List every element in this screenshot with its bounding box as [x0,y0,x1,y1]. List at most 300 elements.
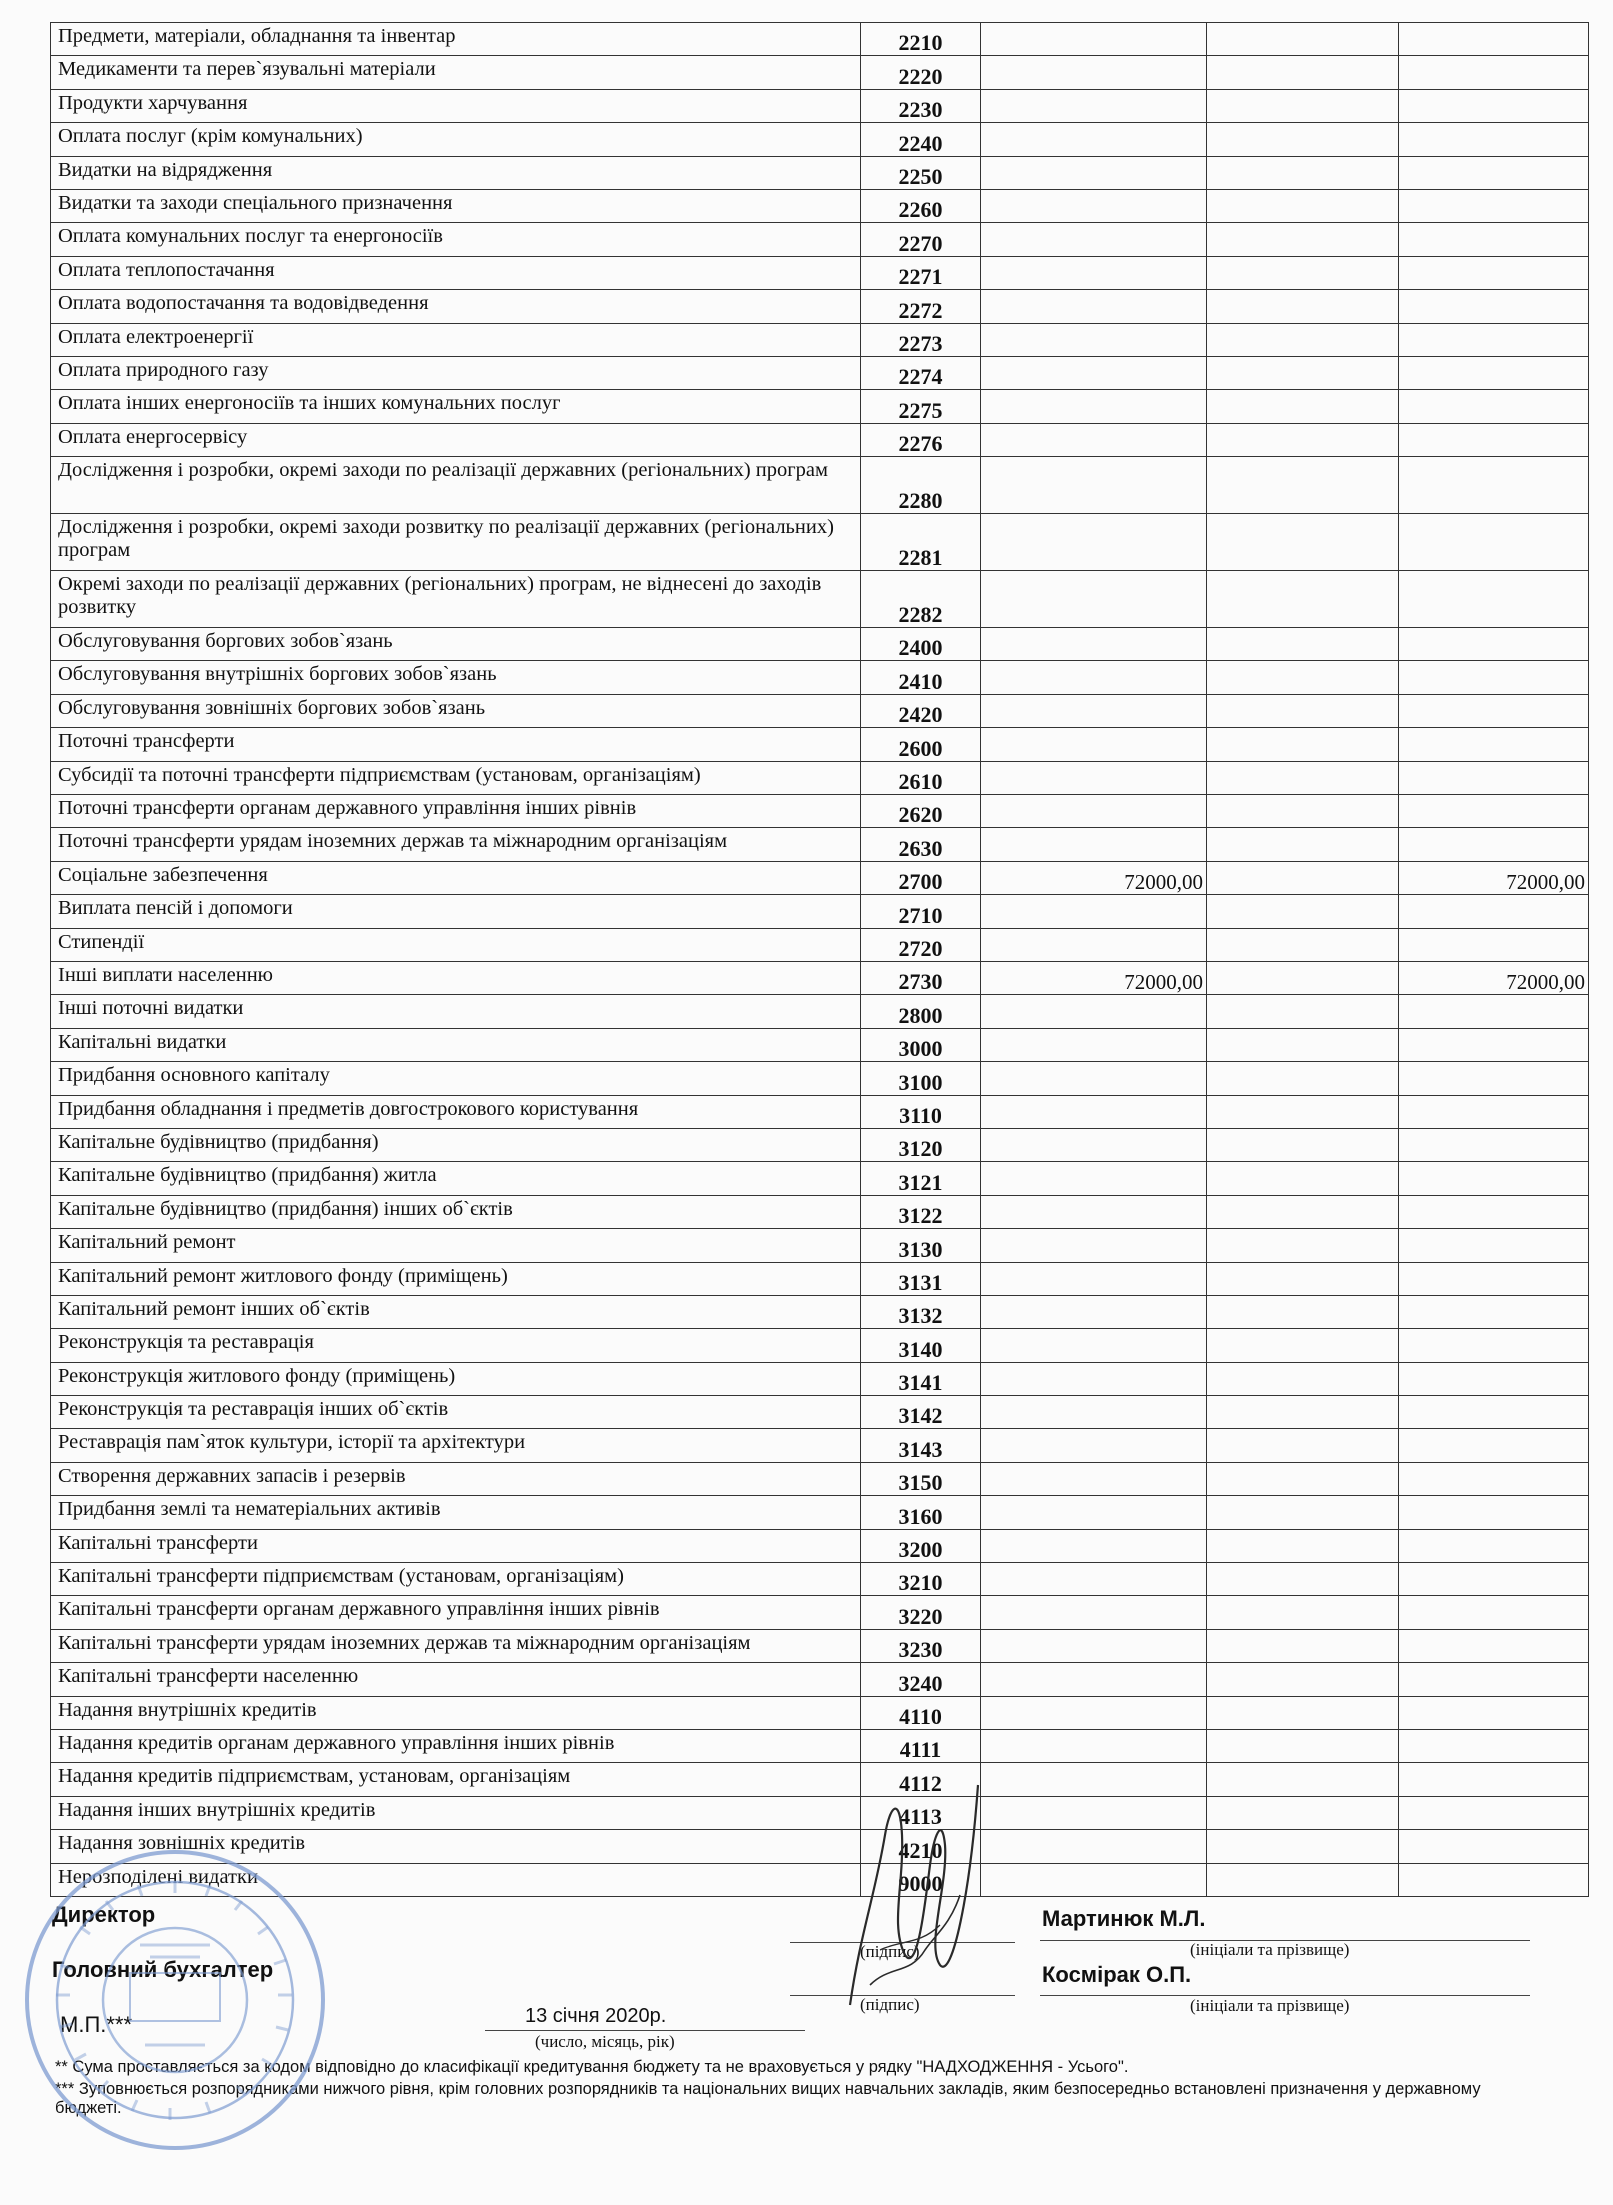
row-value-1 [981,1696,1207,1729]
row-value-1: 72000,00 [981,861,1207,894]
row-code: 3121 [861,1162,981,1195]
row-value-1 [981,1462,1207,1495]
row-value-2 [1207,1462,1399,1495]
row-value-1 [981,1195,1207,1228]
table-row [51,1729,1589,1762]
row-value-1 [981,1796,1207,1829]
table-row [51,256,1589,289]
row-value-1 [981,23,1207,56]
row-value-3 [1399,1729,1589,1762]
row-value-3 [1399,728,1589,761]
table-row [51,728,1589,761]
row-value-3 [1399,1462,1589,1495]
table-row [51,1462,1589,1495]
table-row [51,1229,1589,1262]
row-name: Капітальні трансферти органам державного управління інших рівнів [51,1596,861,1629]
row-value-1 [981,189,1207,222]
row-name: Оплата теплопостачання [51,256,861,289]
table-row [51,1362,1589,1395]
row-name: Капітальний ремонт [51,1229,861,1262]
row-value-1 [981,1563,1207,1596]
row-code: 3000 [861,1028,981,1061]
row-value-2 [1207,1763,1399,1796]
table-row [51,323,1589,356]
row-value-1 [981,628,1207,661]
row-name: Капітальні трансферти урядам іноземних держав та міжнародним організаціям [51,1629,861,1662]
table-row [51,895,1589,928]
row-value-2 [1207,1830,1399,1863]
row-value-1 [981,1362,1207,1395]
director-signature-hint: (підпис) [860,1942,920,1961]
row-value-3 [1399,628,1589,661]
row-value-2 [1207,256,1399,289]
row-code: 2272 [861,290,981,323]
accountant-label: Головний бухгалтер [52,1957,274,1982]
row-value-2 [1207,1195,1399,1228]
row-value-3 [1399,1429,1589,1462]
row-value-3 [1399,1396,1589,1429]
table-row [51,1663,1589,1696]
row-value-3 [1399,156,1589,189]
row-value-2 [1207,1396,1399,1429]
row-name: Надання внутрішніх кредитів [51,1696,861,1729]
table-row [51,223,1589,256]
table-row [51,1696,1589,1729]
table-row [51,571,1589,628]
row-value-1 [981,356,1207,389]
row-value-3 [1399,23,1589,56]
table-row [51,23,1589,56]
row-value-3 [1399,1229,1589,1262]
row-value-2 [1207,1329,1399,1362]
row-code: 9000 [861,1863,981,1896]
row-name: Оплата інших енергоносіїв та інших комунальних послуг [51,390,861,423]
table-row [51,828,1589,861]
row-name: Дослідження і розробки, окремі заходи розвитку по реалізації державних (регіональних) програм [51,514,861,571]
row-name: Обслуговування зовнішніх боргових зобов`язань [51,694,861,727]
row-value-1 [981,895,1207,928]
table-row [51,356,1589,389]
row-value-2 [1207,1062,1399,1095]
row-value-3 [1399,1563,1589,1596]
table-row [51,961,1589,994]
row-name: Реконструкція житлового фонду (приміщень) [51,1362,861,1395]
table-row [51,1095,1589,1128]
table-row [51,514,1589,571]
row-value-3 [1399,1529,1589,1562]
row-code: 2270 [861,223,981,256]
row-name: Поточні трансферти [51,728,861,761]
row-value-3: 72000,00 [1399,961,1589,994]
row-code: 2600 [861,728,981,761]
row-value-2 [1207,1295,1399,1328]
row-code: 2260 [861,189,981,222]
row-code: 2630 [861,828,981,861]
row-value-3 [1399,761,1589,794]
row-value-3 [1399,1162,1589,1195]
footnote-2: *** Зуповнюється розпорядниками нижчого рівня, крім головних розпорядників та національних вищих навчальних закладів, яким безпосередньо встановлені призначення у державному бюджеті. [55,2080,1481,2117]
row-code: 3220 [861,1596,981,1629]
row-value-3 [1399,189,1589,222]
row-name: Медикаменти та перев`язувальні матеріали [51,56,861,89]
table-row [51,1028,1589,1061]
row-value-2 [1207,1262,1399,1295]
row-name: Видатки на відрядження [51,156,861,189]
table-row [51,1496,1589,1529]
row-name: Оплата електроенергії [51,323,861,356]
row-name: Реконструкція та реставрація інших об`єктів [51,1396,861,1429]
row-value-1 [981,1095,1207,1128]
row-value-1 [981,1629,1207,1662]
table-row [51,89,1589,122]
row-value-1 [981,1229,1207,1262]
table-row [51,390,1589,423]
row-code: 2800 [861,995,981,1028]
row-value-3 [1399,1028,1589,1061]
row-value-2 [1207,795,1399,828]
row-value-2 [1207,1128,1399,1161]
date-line [485,2030,805,2031]
row-value-2 [1207,1863,1399,1896]
table-row [51,861,1589,894]
row-code: 3120 [861,1128,981,1161]
row-code: 2240 [861,123,981,156]
table-row [51,795,1589,828]
row-value-2 [1207,123,1399,156]
row-value-1 [981,1763,1207,1796]
table-row [51,123,1589,156]
row-value-2 [1207,356,1399,389]
row-value-1 [981,156,1207,189]
row-code: 2274 [861,356,981,389]
row-code: 3142 [861,1396,981,1429]
row-value-3 [1399,323,1589,356]
row-value-2 [1207,571,1399,628]
table-row [51,761,1589,794]
row-value-3 [1399,1262,1589,1295]
row-value-2 [1207,1696,1399,1729]
row-code: 2220 [861,56,981,89]
row-code: 2271 [861,256,981,289]
row-value-1 [981,1062,1207,1095]
row-value-2 [1207,1596,1399,1629]
row-value-1 [981,1863,1207,1896]
row-value-2 [1207,895,1399,928]
row-value-3 [1399,123,1589,156]
row-value-3 [1399,1830,1589,1863]
row-value-1 [981,761,1207,794]
row-value-2 [1207,1796,1399,1829]
row-name: Обслуговування боргових зобов`язань [51,628,861,661]
row-value-2 [1207,156,1399,189]
row-value-3 [1399,1863,1589,1896]
row-value-3 [1399,1329,1589,1362]
table-row [51,1262,1589,1295]
table-row [51,995,1589,1028]
row-name: Оплата комунальних послуг та енергоносіїв [51,223,861,256]
row-value-2 [1207,89,1399,122]
row-value-3 [1399,457,1589,514]
row-value-3 [1399,1295,1589,1328]
row-value-1 [981,256,1207,289]
row-value-2 [1207,961,1399,994]
table-row [51,1763,1589,1796]
row-value-1 [981,123,1207,156]
row-value-3 [1399,895,1589,928]
row-code: 2275 [861,390,981,423]
row-code: 4210 [861,1830,981,1863]
row-code: 2281 [861,514,981,571]
row-code: 3160 [861,1496,981,1529]
row-code: 4113 [861,1796,981,1829]
expenditure-table [50,22,1589,1897]
row-value-3 [1399,1796,1589,1829]
row-value-2 [1207,1028,1399,1061]
row-name: Капітальне будівництво (придбання) інших об`єктів [51,1195,861,1228]
row-name: Капітальні трансферти підприємствам (установам, організаціям) [51,1563,861,1596]
row-value-1 [981,1396,1207,1429]
row-code: 2610 [861,761,981,794]
row-code: 2730 [861,961,981,994]
row-name: Створення державних запасів і резервів [51,1462,861,1495]
row-code: 3122 [861,1195,981,1228]
director-initials-hint: (ініціали та прізвище) [1190,1940,1350,1959]
row-code: 2620 [861,795,981,828]
row-value-3 [1399,256,1589,289]
row-value-3 [1399,356,1589,389]
table-row [51,1429,1589,1462]
row-value-1 [981,928,1207,961]
accountant-initials-hint: (ініціали та прізвище) [1190,1996,1350,2015]
row-code: 2250 [861,156,981,189]
row-code: 3132 [861,1295,981,1328]
row-value-2 [1207,457,1399,514]
row-value-3 [1399,828,1589,861]
row-name: Нерозподілені видатки [51,1863,861,1896]
row-value-3 [1399,1128,1589,1161]
row-value-1 [981,694,1207,727]
row-value-2 [1207,1362,1399,1395]
table-row [51,423,1589,456]
row-value-2 [1207,1663,1399,1696]
row-value-2 [1207,290,1399,323]
row-value-1 [981,1128,1207,1161]
row-code: 2710 [861,895,981,928]
row-value-3 [1399,56,1589,89]
row-value-3 [1399,1696,1589,1729]
date-hint: (число, місяць, рік) [535,2032,675,2051]
row-name: Надання інших внутрішніх кредитів [51,1796,861,1829]
row-name: Капітальне будівництво (придбання) [51,1128,861,1161]
row-value-2 [1207,761,1399,794]
row-code: 2720 [861,928,981,961]
row-name: Оплата водопостачання та водовідведення [51,290,861,323]
row-code: 2410 [861,661,981,694]
table-row [51,1128,1589,1161]
row-value-2 [1207,661,1399,694]
table-row [51,1162,1589,1195]
row-name: Видатки та заходи спеціального призначення [51,189,861,222]
row-value-3 [1399,1596,1589,1629]
row-value-1 [981,323,1207,356]
handwritten-signature-icon [830,1775,990,2035]
row-value-1 [981,423,1207,456]
row-name: Капітальний ремонт інших об`єктів [51,1295,861,1328]
row-name: Оплата послуг (крім комунальних) [51,123,861,156]
row-code: 3140 [861,1329,981,1362]
table-row [51,1596,1589,1629]
row-value-3 [1399,423,1589,456]
row-value-1 [981,995,1207,1028]
row-value-2 [1207,728,1399,761]
mp-label: М.П.*** [60,2012,133,2037]
table-row [51,661,1589,694]
row-code: 2230 [861,89,981,122]
director-label: Директор [52,1902,156,1927]
row-value-1 [981,728,1207,761]
row-value-1 [981,1830,1207,1863]
table-row [51,1796,1589,1829]
footnote-1: ** Сума проставляється за кодом відповідно до класифікації кредитування бюджету та не враховується у рядку "НАДХОДЖЕННЯ - Усього". [55,2058,1129,2076]
row-value-2 [1207,1095,1399,1128]
row-value-1 [981,1162,1207,1195]
row-value-1 [981,514,1207,571]
row-value-1 [981,1262,1207,1295]
row-name: Окремі заходи по реалізації державних (регіональних) програм, не віднесені до заходів розвитку [51,571,861,628]
row-value-2 [1207,995,1399,1028]
row-code: 4110 [861,1696,981,1729]
row-value-1 [981,828,1207,861]
row-value-2 [1207,928,1399,961]
row-name: Предмети, матеріали, обладнання та інвентар [51,23,861,56]
table-row [51,928,1589,961]
row-value-2 [1207,189,1399,222]
row-value-1 [981,1529,1207,1562]
row-value-3 [1399,1195,1589,1228]
row-name: Інші поточні видатки [51,995,861,1028]
row-name: Реставрація пам`яток культури, історії та архітектури [51,1429,861,1462]
row-value-1 [981,457,1207,514]
table-row [51,457,1589,514]
row-name: Поточні трансферти урядам іноземних держав та міжнародним організаціям [51,828,861,861]
accountant-name: Космірак О.П. [1042,1962,1192,1987]
row-value-1 [981,1729,1207,1762]
row-value-1 [981,1429,1207,1462]
row-code: 3141 [861,1362,981,1395]
row-value-3 [1399,514,1589,571]
row-value-2 [1207,423,1399,456]
table-row [51,1396,1589,1429]
row-value-2 [1207,56,1399,89]
row-name: Субсидії та поточні трансферти підприємствам (установам, організаціям) [51,761,861,794]
row-value-3 [1399,571,1589,628]
row-code: 2420 [861,694,981,727]
table-row [51,1329,1589,1362]
row-code: 3131 [861,1262,981,1295]
table-row [51,1629,1589,1662]
row-name: Надання кредитів підприємствам, установам, організаціям [51,1763,861,1796]
row-code: 2210 [861,23,981,56]
row-value-3 [1399,928,1589,961]
row-value-3: 72000,00 [1399,861,1589,894]
row-value-3 [1399,1062,1589,1095]
table-row [51,290,1589,323]
row-value-1 [981,223,1207,256]
row-code: 2276 [861,423,981,456]
row-code: 4112 [861,1763,981,1796]
row-name: Капітальний ремонт житлового фонду (приміщень) [51,1262,861,1295]
row-name: Виплата пенсій і допомоги [51,895,861,928]
row-code: 3143 [861,1429,981,1462]
row-value-2 [1207,514,1399,571]
row-value-2 [1207,1162,1399,1195]
row-name: Надання кредитів органам державного управління інших рівнів [51,1729,861,1762]
table-row [51,1529,1589,1562]
table-row [51,628,1589,661]
row-value-1: 72000,00 [981,961,1207,994]
row-value-1 [981,1663,1207,1696]
row-code: 3110 [861,1095,981,1128]
row-value-3 [1399,1095,1589,1128]
row-value-2 [1207,23,1399,56]
row-value-1 [981,390,1207,423]
row-name: Обслуговування внутрішніх боргових зобов`язань [51,661,861,694]
row-name: Придбання обладнання і предметів довгострокового користування [51,1095,861,1128]
row-value-3 [1399,223,1589,256]
row-value-1 [981,1496,1207,1529]
row-code: 3130 [861,1229,981,1262]
row-name: Оплата природного газу [51,356,861,389]
row-value-3 [1399,1629,1589,1662]
row-name: Дослідження і розробки, окремі заходи по реалізації державних (регіональних) програм [51,457,861,514]
row-value-1 [981,290,1207,323]
row-value-3 [1399,661,1589,694]
row-name: Капітальні трансферти населенню [51,1663,861,1696]
row-name: Реконструкція та реставрація [51,1329,861,1362]
row-value-3 [1399,89,1589,122]
row-code: 2282 [861,571,981,628]
row-value-2 [1207,390,1399,423]
row-value-2 [1207,828,1399,861]
table-row [51,189,1589,222]
row-value-2 [1207,1629,1399,1662]
row-code: 4111 [861,1729,981,1762]
row-name: Капітальні видатки [51,1028,861,1061]
row-value-2 [1207,1229,1399,1262]
row-value-3 [1399,290,1589,323]
row-value-3 [1399,795,1589,828]
row-value-2 [1207,223,1399,256]
table-row [51,156,1589,189]
row-value-2 [1207,694,1399,727]
row-name: Стипендії [51,928,861,961]
row-value-3 [1399,1763,1589,1796]
row-value-1 [981,1295,1207,1328]
row-value-3 [1399,390,1589,423]
row-name: Соціальне забезпечення [51,861,861,894]
date-value: 13 січня 2020р. [525,2005,667,2027]
table-row [51,1295,1589,1328]
row-name: Поточні трансферти органам державного управління інших рівнів [51,795,861,828]
row-value-2 [1207,1563,1399,1596]
row-value-1 [981,89,1207,122]
row-code: 2700 [861,861,981,894]
row-value-2 [1207,323,1399,356]
row-value-2 [1207,1529,1399,1562]
row-value-2 [1207,1729,1399,1762]
row-value-3 [1399,1496,1589,1529]
row-value-2 [1207,628,1399,661]
